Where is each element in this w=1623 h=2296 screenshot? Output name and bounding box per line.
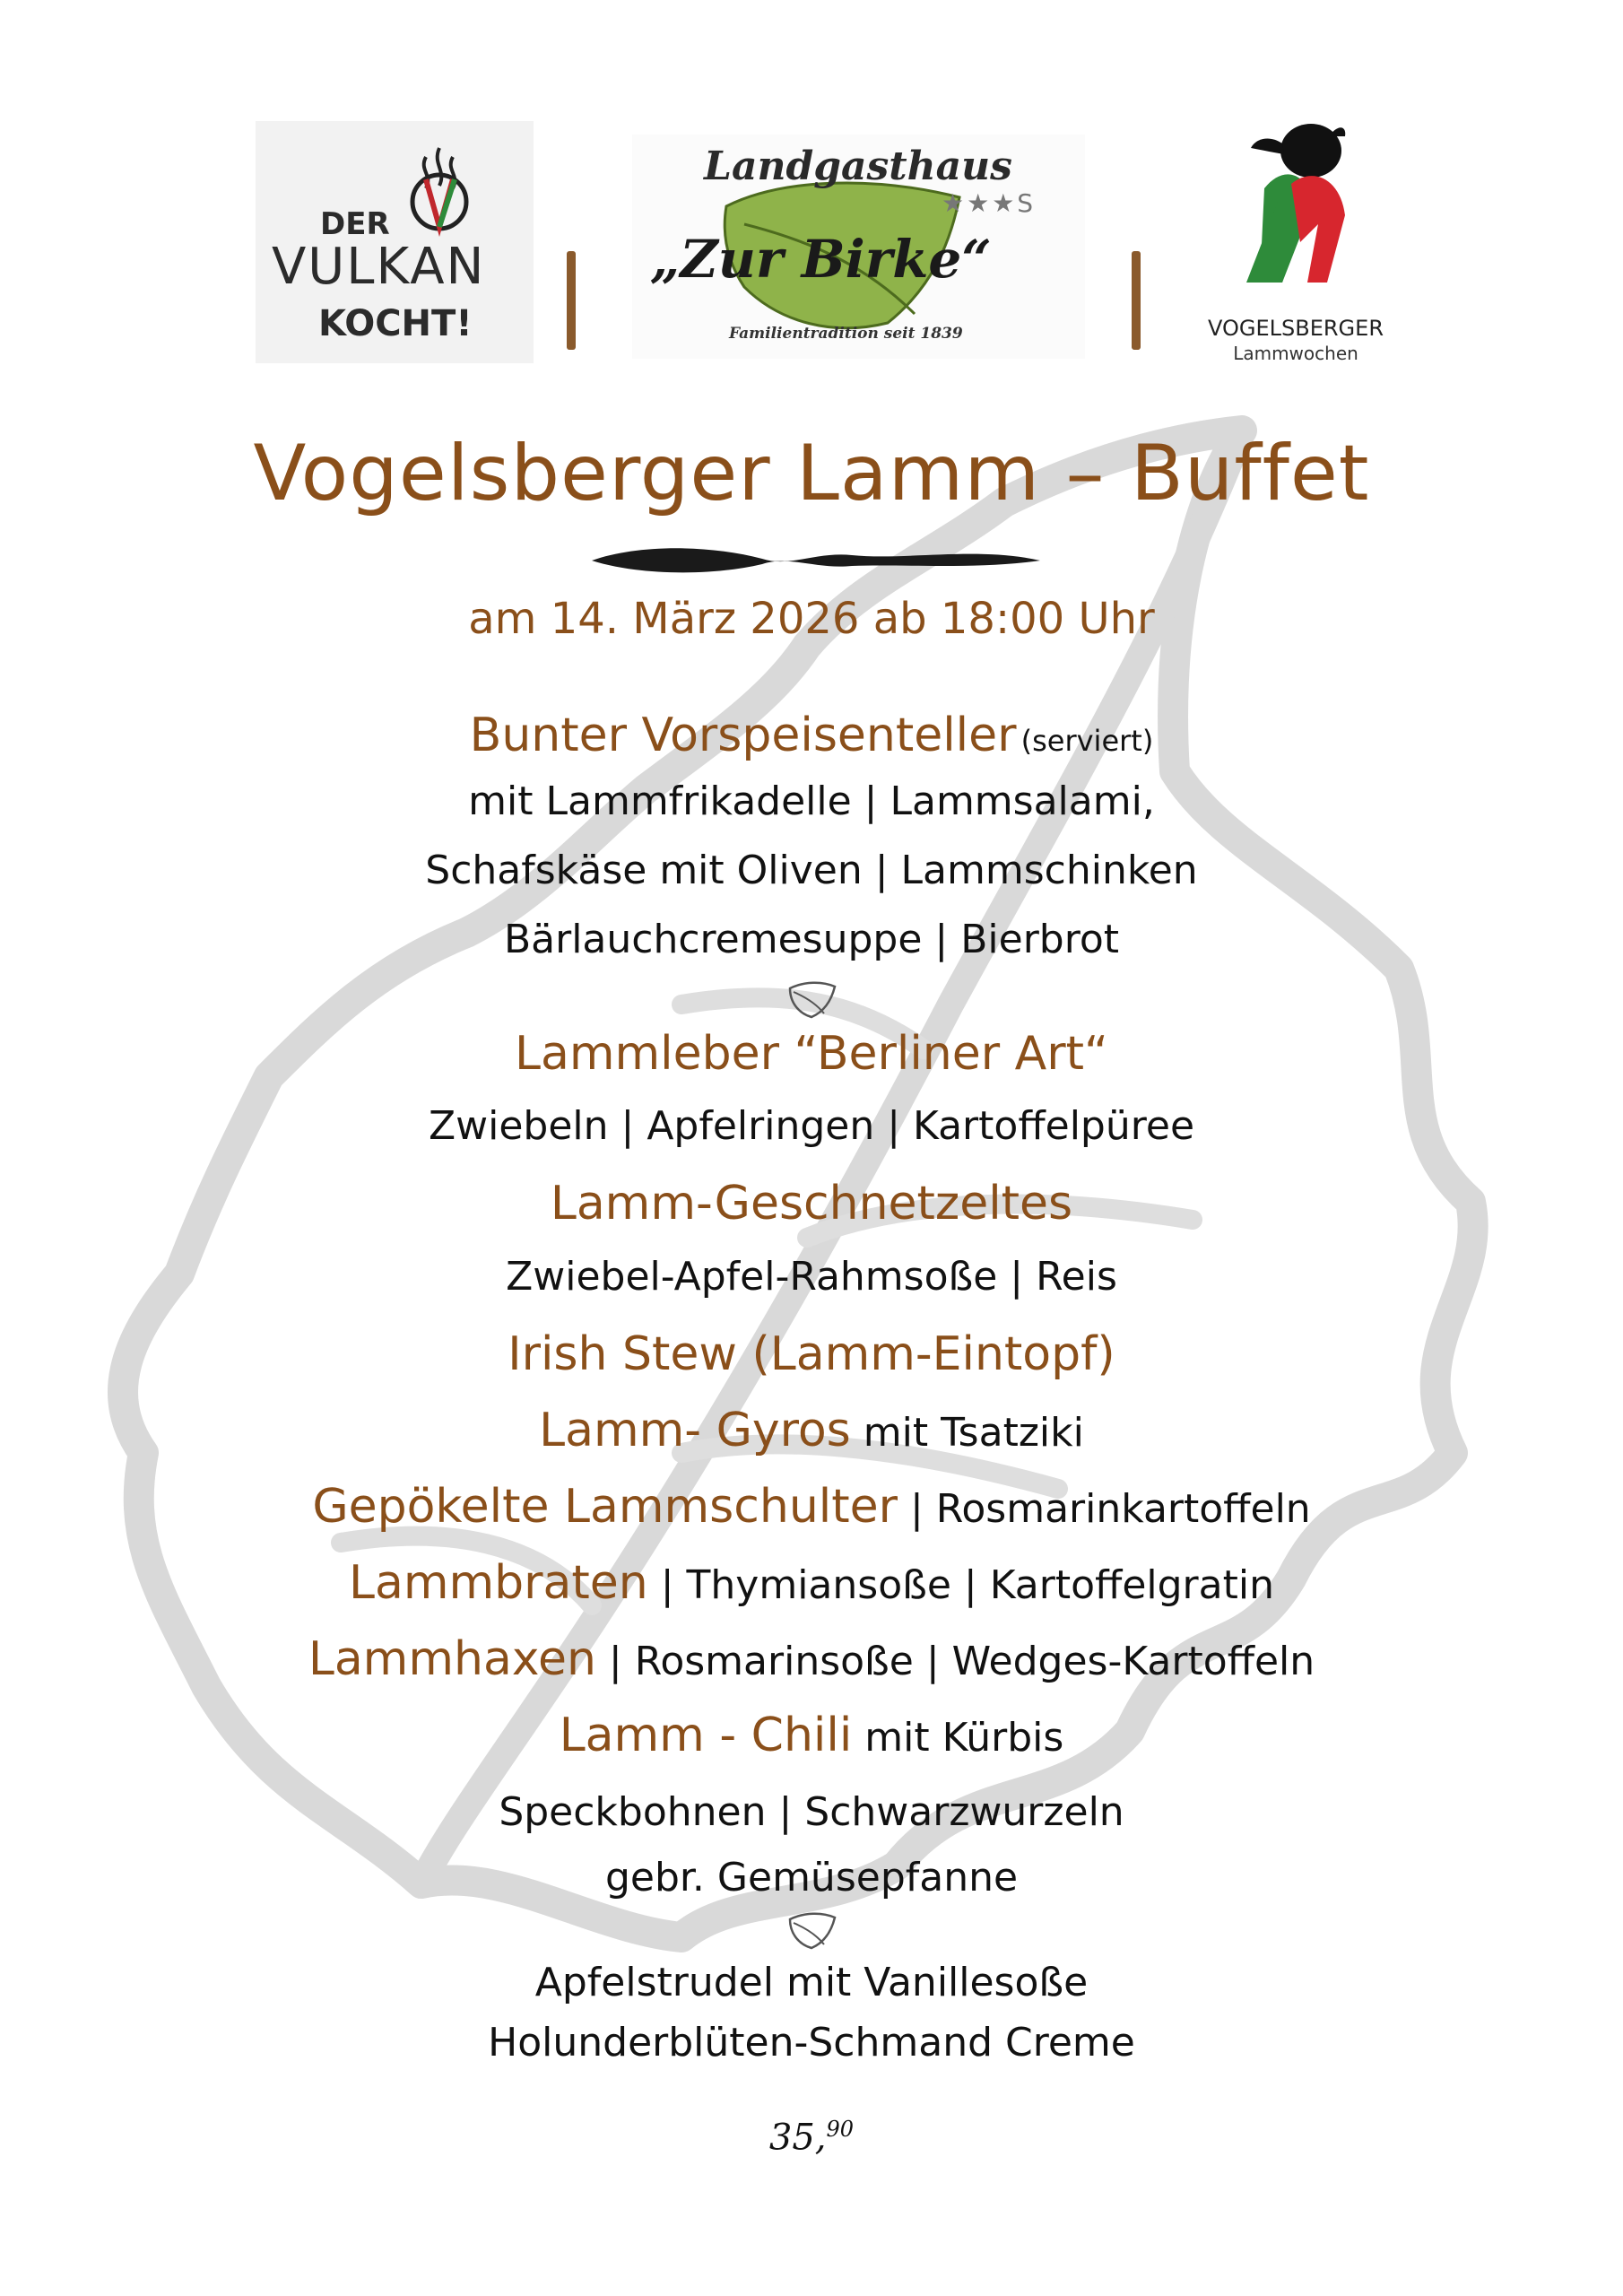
price [0,2117,1623,2158]
gyros-line [0,1404,1623,1457]
starter-line-2: Schafskäse mit Oliven | Lammschinken [425,848,1198,893]
flourish-divider [583,543,1049,578]
braten-heading: Lammbraten [349,1556,648,1610]
leaf-ornament-icon [785,979,838,1021]
birke-stars: ★★★S [942,188,1037,218]
starter-heading: Bunter Vorspeisenteller [469,709,1017,762]
vogelsberger-sub: Lammwochen [1233,343,1358,364]
birke-title: Landgasthaus [704,144,1012,189]
vulkan-line3: KOCHT! [318,303,473,344]
starter-line-1: mit Lammfrikadelle | Lammsalami, [468,778,1155,824]
braten-sides: | Thymiansoße | Kartoffelgratin [647,1562,1274,1608]
haxen-heading: Lammhaxen [308,1632,596,1686]
gyros-sides: mit Tsatziki [850,1410,1084,1456]
gyros-heading: Lamm- Gyros [539,1404,851,1457]
geschnetzeltes-heading: Lamm-Geschnetzeltes [550,1177,1073,1231]
veg-line-1: Speckbohnen | Schwarzwurzeln [499,1789,1124,1835]
price-cents: 90 [826,2117,855,2142]
starter-line-3: Bärlauchcremesuppe | Bierbrot [503,917,1120,962]
birke-logo [632,135,1085,359]
vogelsberger-name: VOGELSBERGER [1208,316,1384,341]
starter-heading-line [0,709,1623,762]
geschnetzeltes-sides: Zwiebel-Apfel-Rahmsoße | Reis [506,1254,1117,1300]
dessert-line-2: Holunderblüten-Schmand Creme [488,2020,1135,2066]
sheep-icon [1228,117,1363,305]
schulter-line [0,1480,1623,1534]
braten-line [0,1556,1623,1610]
stew-heading: Irish Stew (Lamm-Eintopf) [508,1327,1115,1381]
vogelsberger-logo [1206,117,1385,377]
leber-sides: Zwiebeln | Apfelringen | Kartoffelpüree [428,1103,1195,1149]
event-date: am 14. März 2026 ab 18:00 Uhr [468,594,1155,644]
vulkan-logo [256,121,534,363]
dessert-line-1: Apfelstrudel mit Vanillesoße [534,1960,1089,2005]
vulkan-flame-icon [399,139,480,238]
chili-heading: Lamm - Chili [559,1709,853,1762]
schulter-heading: Gepökelte Lammschulter [312,1480,898,1534]
birke-name: „Zur Birke“ [650,229,992,290]
chili-sides: mit Kürbis [852,1715,1064,1761]
page-title: Vogelsberger Lamm – Buffet [253,429,1370,518]
header-divider-left [567,251,576,350]
vulkan-line1: DER [320,206,390,242]
schulter-sides: | Rosmarinkartoffeln [897,1486,1311,1532]
vulkan-line2: VULKAN [272,238,486,296]
birke-slogan: Familientradition seit 1839 [729,325,963,343]
haxen-line [0,1632,1623,1686]
veg-line-2: gebr. Gemüsepfanne [604,1855,1019,1900]
header-divider-right [1132,251,1141,350]
chili-line [0,1709,1623,1762]
leber-heading: Lammleber “Berliner Art“ [515,1027,1108,1081]
starter-note: (serviert) [1020,724,1154,758]
price-main: 35, [768,2117,827,2159]
haxen-sides: | Rosmarinsoße | Wedges-Kartoffeln [595,1639,1315,1684]
leaf-ornament-icon [785,1910,838,1952]
